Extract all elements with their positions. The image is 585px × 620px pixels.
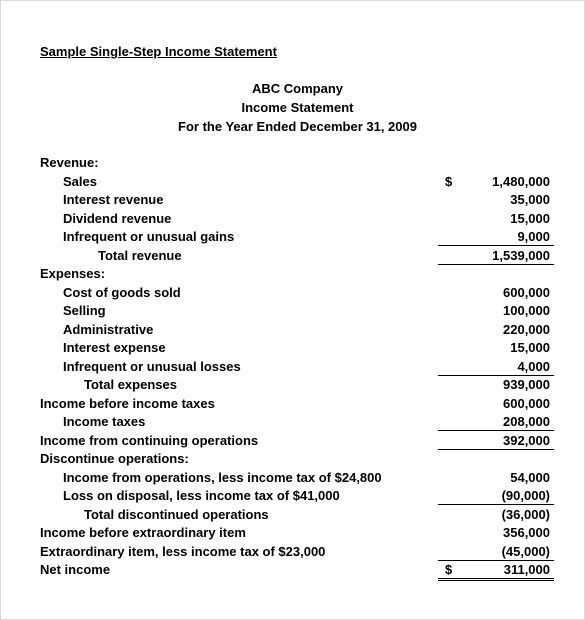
statement-line (1, 211, 584, 229)
line-amount: 600,000 (503, 284, 550, 300)
line-label: Income before income taxes (40, 395, 215, 411)
statement-line (1, 377, 584, 395)
statement-period: For the Year Ended December 31, 2009 (178, 119, 417, 134)
statement-line (1, 174, 584, 192)
document-title: Sample Single-Step Income Statement (40, 44, 277, 59)
company-name: ABC Company (251, 81, 343, 96)
line-label: Income from continuing operations (40, 432, 259, 448)
line-amount: 15,000 (510, 340, 550, 355)
subtotal-rule (438, 245, 554, 246)
line-amount: 15,000 (510, 210, 550, 226)
statement-line (1, 433, 584, 451)
subtotal-rule (438, 375, 554, 376)
line-amount: (45,000) (501, 543, 550, 559)
net-income-double-rule (438, 580, 554, 581)
statement-line (1, 340, 584, 358)
subtotal-rule (438, 504, 554, 505)
statement-line (1, 451, 584, 469)
statement-line (1, 322, 584, 340)
statement-line (1, 303, 584, 321)
line-label: Interest expense (63, 340, 166, 355)
line-label: Net income (40, 562, 111, 577)
total-rule (438, 264, 554, 265)
line-label: Cost of goods sold (63, 284, 181, 300)
line-currency: $ (445, 562, 453, 577)
line-amount: 9,000 (517, 229, 550, 244)
line-amount: 4,000 (517, 358, 550, 374)
line-amount: 311,000 (503, 562, 550, 577)
line-currency: $ (445, 173, 453, 189)
line-label: Discontinue operations: (40, 451, 189, 466)
line-label: Loss on disposal, less income tax of $41,000 (63, 488, 340, 503)
subtotal-rule (438, 430, 554, 431)
line-amount: (90,000) (501, 488, 550, 503)
line-amount: 356,000 (503, 525, 550, 540)
line-label: Infrequent or unusual losses (63, 358, 241, 374)
line-label: Dividend revenue (63, 210, 172, 226)
line-amount: 220,000 (503, 321, 550, 337)
statement-line (1, 507, 584, 525)
line-label: Income taxes (63, 414, 146, 429)
line-amount: 1,480,000 (492, 173, 550, 189)
statement-line (1, 359, 584, 377)
statement-line (1, 470, 584, 488)
line-amount: 54,000 (510, 469, 550, 485)
line-label: Total discontinued operations (84, 506, 269, 522)
line-label: Interest revenue (63, 192, 164, 207)
net-income-double-rule (438, 578, 554, 579)
line-label: Expenses: (40, 266, 106, 281)
line-amount: 35,000 (510, 192, 550, 207)
line-amount: (36,000) (501, 506, 550, 522)
statement-name: Income Statement (241, 100, 354, 115)
statement-line (1, 192, 584, 210)
line-label: Sales (63, 173, 97, 189)
line-label: Infrequent or unusual gains (63, 229, 235, 244)
subtotal-rule (438, 449, 554, 450)
line-label: Revenue: (40, 155, 99, 170)
line-amount: 100,000 (503, 303, 550, 318)
line-label: Extraordinary item, less income tax of $23,000 (40, 543, 326, 559)
line-label: Selling (63, 303, 106, 318)
statement-line (1, 525, 584, 543)
line-label: Administrative (63, 321, 154, 337)
statement-line (1, 285, 584, 303)
line-amount: 939,000 (503, 377, 550, 392)
line-amount: 600,000 (503, 395, 550, 411)
line-label: Income before extraordinary item (40, 525, 246, 540)
line-label: Income from operations, less income tax of $24,800 (63, 469, 382, 485)
line-amount: 208,000 (503, 414, 550, 429)
statement-line (1, 266, 584, 284)
line-label: Total expenses (84, 377, 177, 392)
statement-line (1, 155, 584, 173)
statement-line (1, 396, 584, 414)
subtotal-rule (438, 560, 554, 561)
line-label: Total revenue (98, 247, 182, 263)
line-amount: 392,000 (503, 432, 550, 448)
statement-line (1, 544, 584, 562)
line-amount: 1,539,000 (492, 247, 550, 263)
statement-line (1, 248, 584, 266)
